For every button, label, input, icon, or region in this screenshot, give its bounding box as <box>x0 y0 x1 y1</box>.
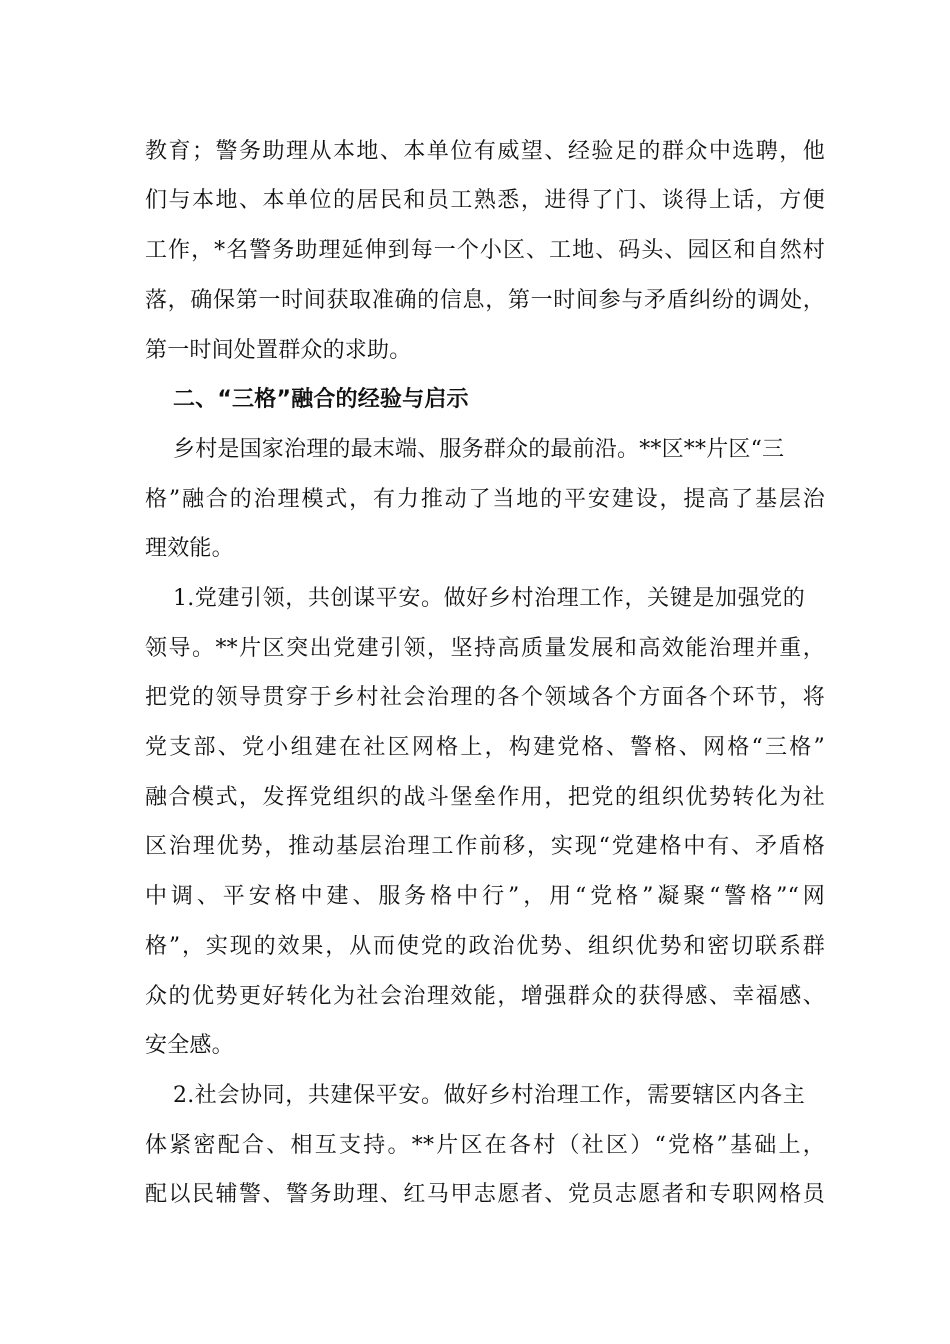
body-text-line: 融合模式，发挥党组织的战斗堡垒作用，把党的组织优势转化为社 <box>145 785 825 810</box>
body-text-line: 配以民辅警、警务助理、红马甲志愿者、党员志愿者和专职网格员 <box>145 1182 825 1207</box>
body-text-line: 格”，实现的效果，从而使党的政治优势、组织优势和密切联系群 <box>145 934 825 959</box>
body-text-line: 第一时间处置群众的求助。 <box>145 338 412 363</box>
body-text-line: 把党的领导贯穿于乡村社会治理的各个领域各个方面各个环节，将 <box>145 685 825 710</box>
body-text-line: 安全感。 <box>145 1033 234 1058</box>
body-text-line: 工作，*名警务助理延伸到每一个小区、工地、码头、园区和自然村 <box>145 238 825 263</box>
body-text-line: 中调、平安格中建、服务格中行”，用“党格”凝聚“警格”“网 <box>145 884 825 909</box>
body-text-line: 理效能。 <box>145 536 234 561</box>
paragraph-first-line: 2.社会协同，共建保平安。做好乡村治理工作，需要辖区内各主 <box>173 1083 805 1108</box>
body-text-line: 体紧密配合、相互支持。**片区在各村（社区）“党格”基础上， <box>145 1133 825 1158</box>
body-text-line: 众的优势更好转化为社会治理效能，增强群众的获得感、幸福感、 <box>145 984 825 1009</box>
paragraph-first-line: 1.党建引领，共创谋平安。做好乡村治理工作，关键是加强党的 <box>173 586 805 611</box>
paragraph-first-line: 乡村是国家治理的最末端、服务群众的最前沿。**区**片区“三 <box>173 437 785 462</box>
body-text-line: 教育；警务助理从本地、本单位有威望、经验足的群众中选聘，他 <box>145 139 825 164</box>
body-text-line: 落，确保第一时间获取准确的信息，第一时间参与矛盾纠纷的调处， <box>145 288 825 313</box>
body-text-line: 党支部、党小组建在社区网格上，构建党格、警格、网格“三格” <box>145 735 825 760</box>
section-heading: 二、“三格”融合的经验与启示 <box>173 387 469 412</box>
body-text-line: 们与本地、本单位的居民和员工熟悉，进得了门、谈得上话，方便 <box>145 188 825 213</box>
body-text-line: 领导。**片区突出党建引领，坚持高质量发展和高效能治理并重， <box>145 636 825 661</box>
body-text-line: 格”融合的治理模式，有力推动了当地的平安建设，提高了基层治 <box>145 487 825 512</box>
body-text-line: 区治理优势，推动基层治理工作前移，实现“党建格中有、矛盾格 <box>145 834 825 859</box>
